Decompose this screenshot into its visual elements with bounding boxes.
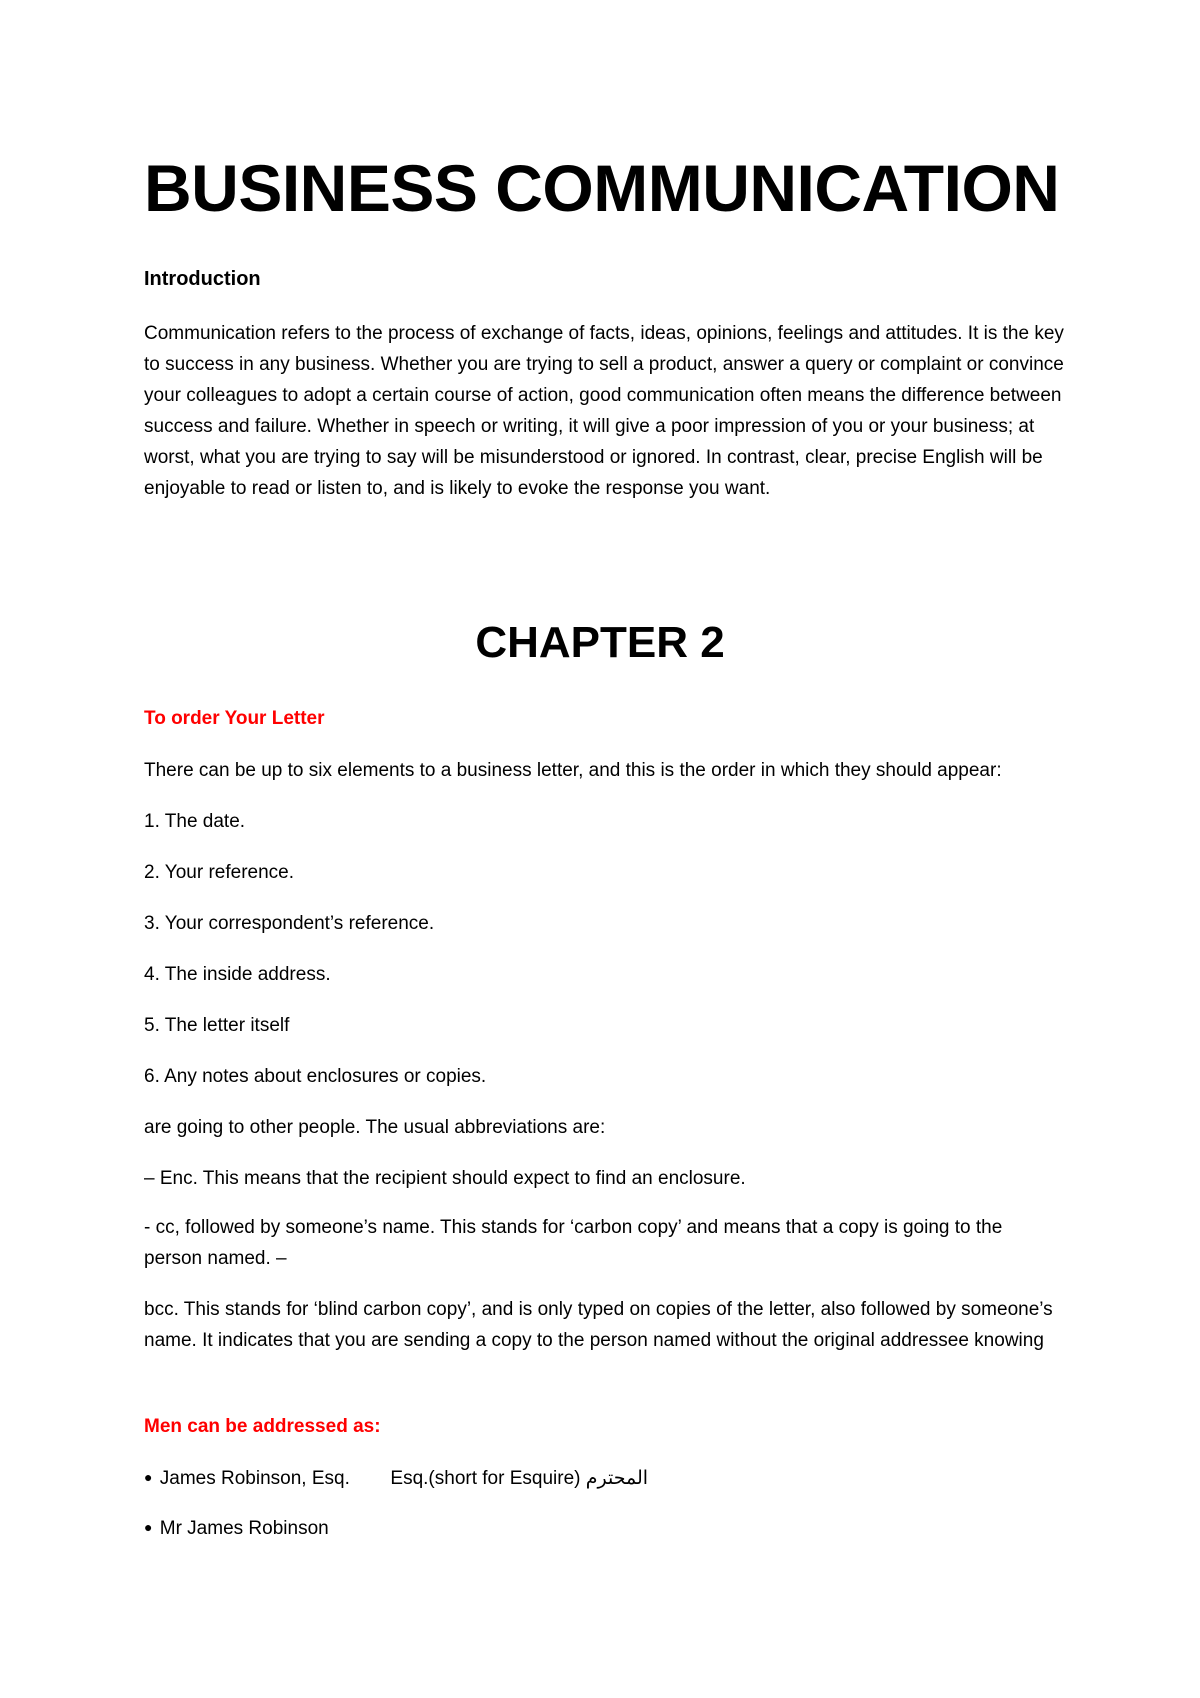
abbreviations-intro-text: are going to other people. The usual abbreviations are: (144, 1117, 606, 1138)
document-title: BUSINESS COMMUNICATION (144, 151, 1060, 225)
abbreviation-bcc: bcc. This stands for ‘blind carbon copy’, and is only typed on copies of the letter, also followed by someone’s name. It indicates that you are sending a copy to the person named without the original addressee knowing (144, 1299, 1053, 1351)
list-item-enclosures: 6. Any notes about enclosures or copies. (144, 1066, 487, 1087)
bullet-icon: ● (144, 1469, 153, 1485)
abbreviation-enc: – Enc. This means that the recipient should expect to find an enclosure. (144, 1168, 746, 1189)
address-list-item-esq (144, 1467, 648, 1490)
address-list-item-mr (144, 1518, 329, 1540)
address-esq-note: Esq.(short for Esquire) المحترم (390, 1468, 649, 1489)
bullet-icon: ● (144, 1519, 153, 1535)
address-esq-text: James Robinson, Esq. (159, 1468, 350, 1489)
abbreviation-cc: - cc, followed by someone’s name. This stands for ‘carbon copy’ and means that a copy is going to the person named. – (144, 1217, 1003, 1269)
list-item-inside-address: 4. The inside address. (144, 964, 331, 985)
list-item-date: 1. The date. (144, 811, 246, 832)
introduction-paragraph: Communication refers to the process of exchange of facts, ideas, opinions, feelings and attitudes. It is the key to success in any business. Whether you are trying to sell a product, answer a query or complaint or convince your colleagues to adopt a certain course of action, good communication often means the difference between success and failure. Whether in speech or writing, it will give a poor impression of you or your business; at worst, what you are trying to say will be misunderstood or ignored. In contrast, clear, precise English will be enjoyable to read or listen to, and is likely to evoke the response you want. (144, 323, 1064, 499)
section-heading-men-addressed: Men can be addressed as: (144, 1416, 381, 1437)
elements-intro-text: There can be up to six elements to a business letter, and this is the order in which they should appear: (144, 760, 1002, 781)
introduction-heading: Introduction (144, 268, 261, 290)
chapter-title: CHAPTER 2 (475, 618, 725, 667)
list-item-reference: 2. Your reference. (144, 862, 294, 883)
section-heading-order-letter: To order Your Letter (144, 708, 325, 729)
list-item-letter-itself: 5. The letter itself (144, 1015, 290, 1036)
address-mr-text: Mr James Robinson (159, 1518, 329, 1539)
list-item-correspondent-reference: 3. Your correspondent’s reference. (144, 913, 435, 934)
